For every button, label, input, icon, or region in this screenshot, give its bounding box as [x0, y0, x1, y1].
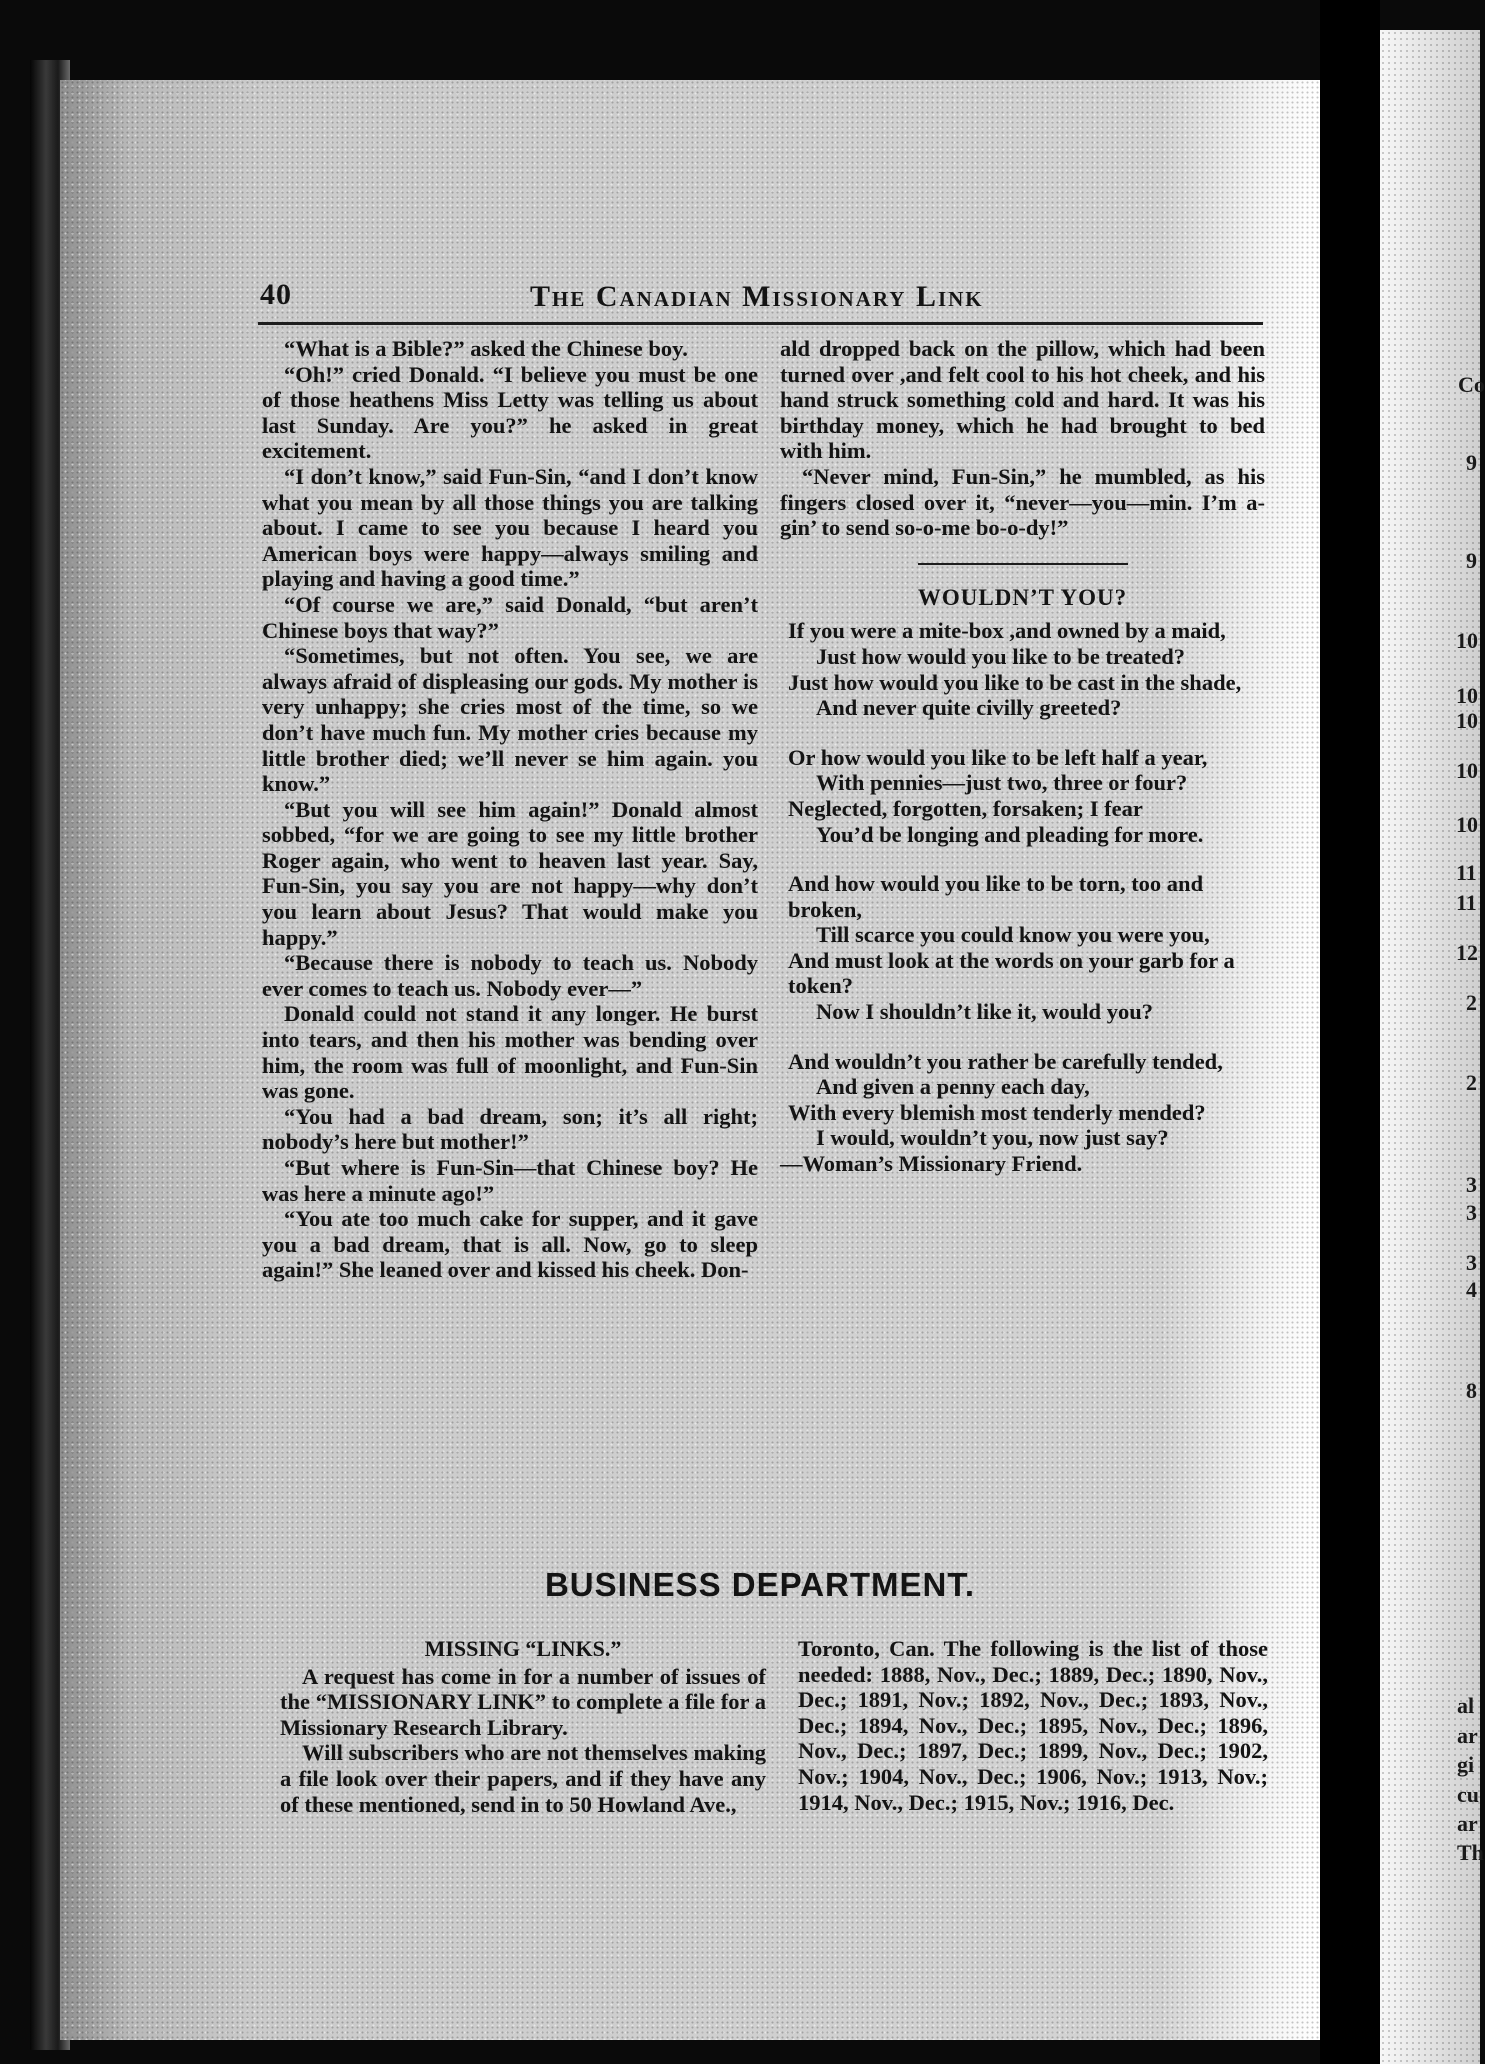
- facing-page-fragment: 10: [1456, 758, 1478, 783]
- business-column-right: [798, 1636, 1268, 1815]
- story-paragraph: “Of course we are,” said Donald, “but aren’t Chinese boys that way?”: [262, 591, 758, 643]
- facing-page-fragment: 10: [1456, 708, 1478, 733]
- poem-line: Just how would you like to be cast in the shade,: [788, 669, 1242, 695]
- poem-line: And given a penny each day,: [816, 1074, 1090, 1100]
- poem-line: Now I shouldn’t like it, would you?: [816, 999, 1153, 1025]
- facing-page-fragment: 11: [1456, 860, 1477, 885]
- facing-page-fragment: 3: [1466, 1172, 1477, 1197]
- business-paragraph: A request has come in for a number of issues of the “MISSIONARY LINK” to complete a file for a Missionary Research Library.: [280, 1663, 766, 1740]
- facing-page-fragment: 3: [1466, 1250, 1477, 1275]
- business-paragraph: Will subscribers who are not themselves making a file look over their papers, and if they have any of these mentioned, send in to 50 Howland Ave.,: [280, 1740, 766, 1817]
- poem-line: And never quite civilly greeted?: [816, 695, 1122, 721]
- facing-page-fragment: ar: [1457, 1723, 1478, 1748]
- story-paragraph: “I don’t know,” said Fun-Sin, “and I don’t know what you mean by all those things you are talking about. I came to see you because I heard you American boys were happy—always smiling and playing and having a good time.”: [262, 463, 758, 592]
- facing-page-fragment: al: [1457, 1693, 1475, 1718]
- facing-page-fragment: 4: [1466, 1277, 1477, 1302]
- story-paragraph: “Never mind, Fun-Sin,” he mumbled, as his fingers closed over it, “never—you—min. I’m a-gin’ to send so-o-me bo-o-dy!”: [780, 463, 1265, 541]
- story-column-left: [262, 336, 758, 1283]
- story-paragraph: “Sometimes, but not often. You see, we are always afraid of displeasing our gods. My mother is very unhappy; she cries most of the time, so we don’t have much fun. My mother cries because my little brother died; we’ll never se him again. you know.”: [262, 643, 758, 797]
- story-paragraph: ald dropped back on the pillow, which had been turned over ,and felt cool to his hot cheek, and his hand struck something cold and hard. It was his birthday money, which he had brought to bed with him.: [780, 336, 1265, 464]
- poem-line: Neglected, forgotten, forsaken; I fear: [788, 795, 1143, 821]
- poem-stanza: [780, 745, 1265, 847]
- poem-stanza: [780, 618, 1265, 720]
- facing-page-fragment: 10: [1456, 628, 1478, 653]
- poem-line: And wouldn’t you rather be carefully tended,: [788, 1048, 1223, 1074]
- facing-page-fragment: cu: [1457, 1782, 1479, 1807]
- story-paragraph: “You ate too much cake for supper, and it gave you a bad dream, that is all. Now, go to sleep again!” She leaned over and kissed his cheek. Don-: [262, 1206, 758, 1283]
- poem-line: You’d be longing and pleading for more.: [816, 821, 1204, 847]
- section-title: BUSINESS DEPARTMENT.: [544, 1566, 976, 1603]
- story-paragraph: Donald could not stand it any longer. He burst into tears, and then his mother was bending over him, the room was full of moonlight, and Fun-Sin was gone.: [262, 1001, 758, 1104]
- header-rule: [258, 322, 1263, 325]
- page-number: 40: [260, 278, 292, 311]
- story-paragraph: “What is a Bible?” asked the Chinese boy.: [284, 336, 688, 361]
- story-paragraph: “But where is Fun-Sin—that Chinese boy? He was here a minute ago!”: [262, 1155, 758, 1206]
- facing-page-fragment: 12: [1456, 940, 1478, 965]
- running-head: The Canadian Missionary Link: [530, 280, 984, 313]
- facing-page-fragment: 8: [1466, 1378, 1477, 1403]
- story-column-right: [780, 336, 1265, 1201]
- facing-page-fragment: gi: [1457, 1752, 1475, 1777]
- business-column-left: [280, 1636, 766, 1817]
- poem-title: WOULDN’T YOU?: [917, 584, 1128, 610]
- facing-page-fragment: 2: [1466, 990, 1477, 1015]
- poem-line: Till scarce you could know you were you,: [816, 922, 1210, 948]
- poem-line: With every blemish most tenderly mended?: [788, 1099, 1206, 1125]
- facing-page-fragment: Th: [1457, 1840, 1484, 1865]
- story-paragraph: “You had a bad dream, son; it’s all right; nobody’s here but mother!”: [262, 1103, 758, 1155]
- poem-line: I would, wouldn’t you, now just say?: [816, 1125, 1169, 1151]
- story-paragraph: “But you will see him again!” Donald almost sobbed, “for we are going to see my little brother Roger again, who went to heaven last year. Say, Fun-Sin, you say you are not happy—why don’t you learn about Jesus? That would make you happy.”: [262, 796, 758, 950]
- facing-page-fragment: Co: [1458, 372, 1485, 397]
- page-gutter: [1320, 0, 1380, 2064]
- poem-line: And how would you like to be torn, too and broken,: [788, 871, 1204, 922]
- facing-page-fragment: 10: [1456, 683, 1478, 708]
- facing-page-fragment: 2: [1466, 1070, 1477, 1095]
- poem-line: Just how would you like to be treated?: [816, 643, 1185, 669]
- article-subtitle: MISSING “LINKS.”: [424, 1636, 622, 1661]
- poem-line: Or how would you like to be left half a year,: [788, 744, 1208, 770]
- facing-page-fragment: 10: [1456, 812, 1478, 837]
- facing-page-fragment: ar: [1457, 1811, 1478, 1836]
- poem-attribution: —Woman’s Missionary Friend.: [780, 1151, 1083, 1177]
- story-paragraph: “Oh!” cried Donald. “I believe you must be one of those heathens Miss Letty was telling us about last Sunday. Are you?” he asked in great excitement.: [262, 361, 758, 464]
- poem-stanza: [780, 871, 1265, 1025]
- facing-page-fragment: 11: [1456, 890, 1477, 915]
- facing-page-fragment: 9: [1466, 450, 1477, 475]
- poem-line: And must look at the words on your garb for a token?: [788, 947, 1235, 999]
- poem-stanza: [780, 1049, 1265, 1177]
- story-paragraph: “Because there is nobody to teach us. Nobody ever comes to teach us. Nobody ever—”: [262, 950, 758, 1001]
- poem-line: If you were a mite-box ,and owned by a maid,: [788, 618, 1226, 644]
- facing-page-fragment: 9: [1466, 548, 1477, 573]
- section-divider: [918, 563, 1128, 565]
- poem-line: With pennies—just two, three or four?: [816, 770, 1188, 796]
- facing-page-fragment: 3: [1466, 1200, 1477, 1225]
- business-paragraph: Toronto, Can. The following is the list of those needed: 1888, Nov., Dec.; 1889, Dec.; 1890, Nov., Dec.; 1891, Nov.; 1892, Nov., Dec.; 1893, Nov., Dec.; 1894, Nov., Dec.; 1895, Nov., Dec.; 1896, Nov., Dec.; 1897, Dec.; 1899, Nov., Dec.; 1902, Nov.; 1904, Nov., Dec.; 1906, Nov.; 1913, Nov.; 1914, Nov., Dec.; 1915, Nov.; 1916, Dec.: [798, 1636, 1268, 1815]
